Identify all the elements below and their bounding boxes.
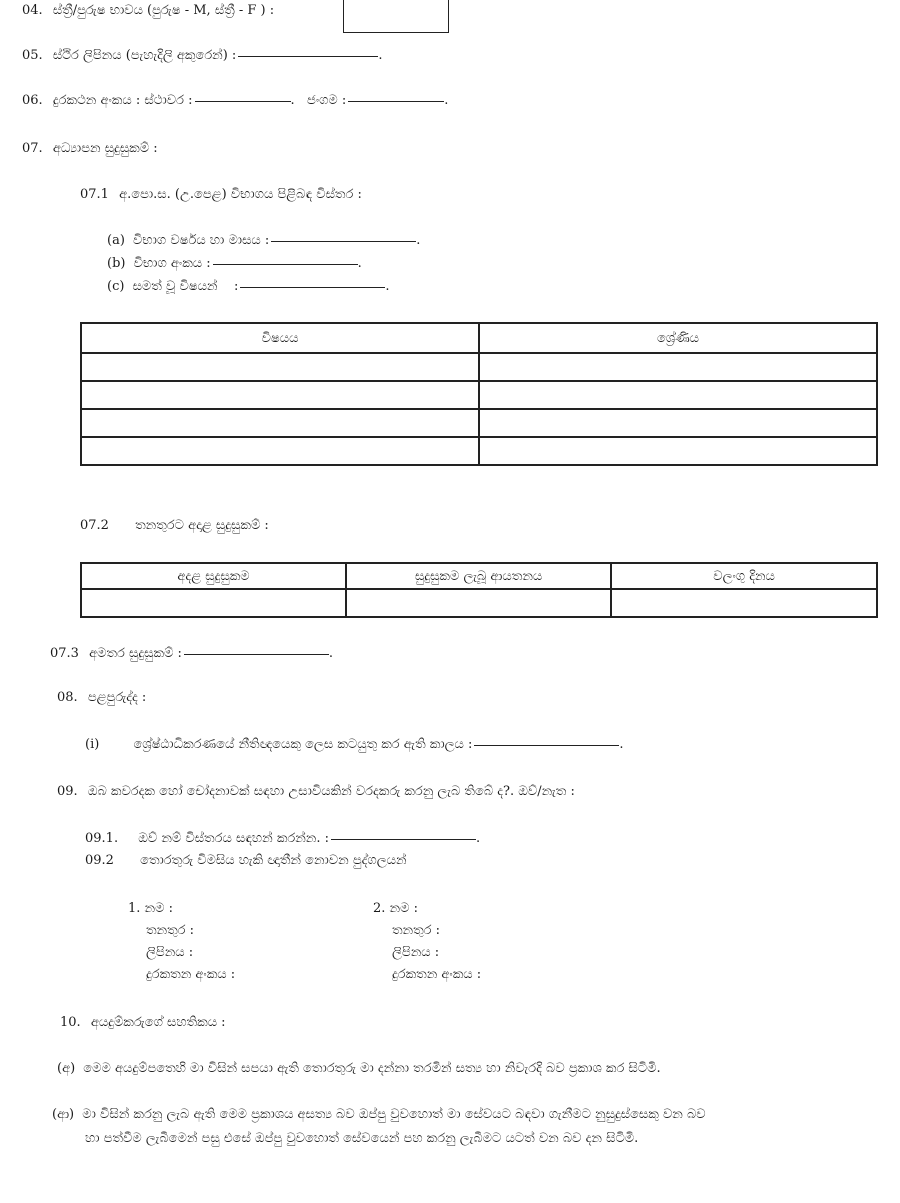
header-grade: ශ්‍රේණිය — [479, 323, 877, 353]
header-valid-date: වලංගු දිනය — [611, 563, 877, 589]
grade-cell[interactable] — [479, 409, 877, 437]
q10-row — [60, 1015, 226, 1031]
declaration-a — [57, 1061, 661, 1077]
referee1-post: තනතුර : — [146, 923, 195, 938]
q09-row — [57, 784, 575, 800]
item-b-key: (b) — [107, 256, 126, 271]
additional-qualifications-line[interactable] — [184, 653, 329, 655]
subject-cell[interactable] — [81, 353, 479, 381]
item-a-end: . — [416, 233, 421, 248]
q04-row — [22, 3, 274, 19]
conviction-details-line[interactable] — [331, 838, 476, 840]
item-c-end: . — [385, 279, 390, 294]
q073-label: අමතර සුදුසුකම් : — [89, 646, 182, 661]
qualifications-table — [80, 562, 878, 618]
item-a-key: (a) — [107, 233, 125, 248]
q06-end: . — [444, 93, 449, 108]
referee1-address: ලිපිනය : — [146, 945, 194, 960]
mobile-input-line[interactable] — [348, 100, 444, 102]
referee2-address: ලිපිනය : — [392, 945, 440, 960]
q05-row — [22, 48, 382, 64]
referee2-phone: දුරකතන අංකය : — [392, 967, 482, 982]
q06-mobile-label: . ජංගම : — [290, 93, 347, 108]
q10-label: අයදුම්කරුගේ සහතිකය : — [90, 1015, 226, 1030]
item-b-label: විභාග අංකය : — [133, 256, 211, 271]
q08-number: 08. — [57, 690, 78, 705]
header-institution: සුදුසුකම ලැබූ ආයතනය — [346, 563, 611, 589]
referee2-post: තනතුර : — [392, 923, 441, 938]
q09-label: ඔබ කවරදක හෝ චෝදනාවක් සඳහා උසාවියකින් වරදකරු කරනු ලැබ තිබේ ද?. ඔව්/නැත : — [87, 784, 575, 799]
q10-number: 10. — [60, 1015, 81, 1030]
q091-label: ඔව් නම් විස්තරය සඳහන් කරන්න. : — [138, 831, 330, 846]
passed-subjects-line[interactable] — [240, 286, 385, 288]
declaration-b — [52, 1107, 706, 1123]
item-c-key: (c) — [107, 279, 125, 294]
q071-item-b — [107, 256, 362, 272]
q05-number: 05. — [22, 48, 43, 63]
referee1-name: 1. නම : — [128, 901, 173, 916]
q071-label: අ.පො.ස. (උ.පෙළ) විභාගය පිළිබඳ විස්තර : — [119, 187, 362, 202]
subject-cell[interactable] — [81, 437, 479, 465]
header-qualification: අදළ සුදුසුකම — [81, 563, 346, 589]
q08-end: . — [619, 737, 624, 752]
q091-number: 09.1. — [85, 831, 119, 846]
declaration-b-line1: මා විසින් කරනු ලැබ ඇති මෙම ප්‍රකාශය අසත්‍ය බව ඔප්පු වුවහොත් මා සේවයට බඳවා ගැනීමට නුසුදුස්සෙකු වන බව — [82, 1107, 706, 1122]
address-input-line[interactable] — [238, 55, 378, 57]
institution-cell[interactable] — [346, 589, 611, 617]
declaration-a-key: (අ) — [57, 1061, 76, 1076]
q08-item-label: ශ්‍රේෂ්ඨාධිකරණයේ නීතිඥයෙකු ලෙස කටයුතු කර ඇති කාලය : — [133, 737, 473, 752]
q06-number: 06. — [22, 93, 43, 108]
gender-entry-box[interactable] — [343, 0, 449, 33]
declaration-a-text: මෙම අයදුම්පතෙහි මා විසින් සපයා ඇති තොරතුරු මා දන්නා තරමින් සත්‍ය හා නිවැරදි බව ප්‍රකාශ කර සිටිමි. — [83, 1061, 661, 1076]
exam-year-month-line[interactable] — [271, 240, 416, 242]
experience-period-line[interactable] — [474, 744, 619, 746]
q08-item-row — [85, 737, 624, 753]
declaration-b-line2: හා පත්වීම ලැබීමෙන් පසු එසේ ඔප්පු වුවහොත් සේවයෙන් පහ කරනු ලැබීමට යටත් වන බව දන සිටිමි. — [85, 1131, 639, 1146]
subject-cell[interactable] — [81, 381, 479, 409]
q04-number: 04. — [22, 3, 43, 18]
referee2-name: 2. නම : — [373, 901, 418, 916]
q06-row — [22, 93, 448, 109]
q08-row — [57, 690, 146, 706]
q05-end: . — [378, 48, 383, 63]
q06-label: දුරකථන අංකය : ස්ථාවර : — [52, 93, 193, 108]
q07-number: 07. — [22, 141, 43, 156]
item-c-label: සමත් වූ විෂයන් : — [132, 279, 239, 294]
q08-label: පළපුරුද්ද : — [87, 690, 147, 705]
q05-label: ස්ථිර ලිපිනය (පැහැදිලි අකුරෙන්) : — [52, 48, 237, 63]
q07-row — [22, 141, 158, 157]
q072-number: 07.2 — [80, 518, 109, 533]
valid-date-cell[interactable] — [611, 589, 877, 617]
q073-row — [50, 646, 333, 662]
exam-number-line[interactable] — [213, 263, 358, 265]
al-results-table — [80, 322, 878, 466]
q072-row — [80, 518, 269, 534]
declaration-b-key: (ආ) — [52, 1107, 75, 1122]
header-subject: විෂයය — [81, 323, 479, 353]
q091-end: . — [476, 831, 481, 846]
q071-item-c — [107, 279, 390, 295]
q092-label: තොරතුරු විමසිය හැකි ඥාතීන් නොවන පුද්ගලයන් — [140, 853, 407, 868]
q092-number: 09.2 — [85, 853, 114, 868]
q09-number: 09. — [57, 784, 78, 799]
q071-row — [80, 187, 362, 203]
grade-cell[interactable] — [479, 381, 877, 409]
q071-item-a — [107, 233, 420, 249]
q073-end: . — [328, 646, 334, 661]
q091-row — [85, 831, 480, 847]
q072-label: තනතුරට අදාළ සුදුසුකම් : — [135, 518, 269, 533]
landline-input-line[interactable] — [195, 100, 291, 102]
q04-label: ස්ත්‍රී/පුරුෂ භාවය (පුරුෂ - M, ස්ත්‍රී - F ) : — [52, 3, 275, 18]
referee1-phone: දුරකතන අංකය : — [146, 967, 236, 982]
q07-label: අධ්‍යාපන සුදුසුකම් : — [52, 141, 158, 156]
q08-item-key: (i) — [85, 737, 100, 752]
q073-number: 07.3 — [50, 646, 79, 661]
q092-row — [85, 853, 407, 869]
qualification-cell[interactable] — [81, 589, 346, 617]
subject-cell[interactable] — [81, 409, 479, 437]
q071-number: 07.1 — [80, 187, 109, 202]
item-b-end: . — [357, 256, 362, 271]
grade-cell[interactable] — [479, 353, 877, 381]
grade-cell[interactable] — [479, 437, 877, 465]
item-a-label: විභාග වර්ෂය හා මාසය : — [133, 233, 270, 248]
